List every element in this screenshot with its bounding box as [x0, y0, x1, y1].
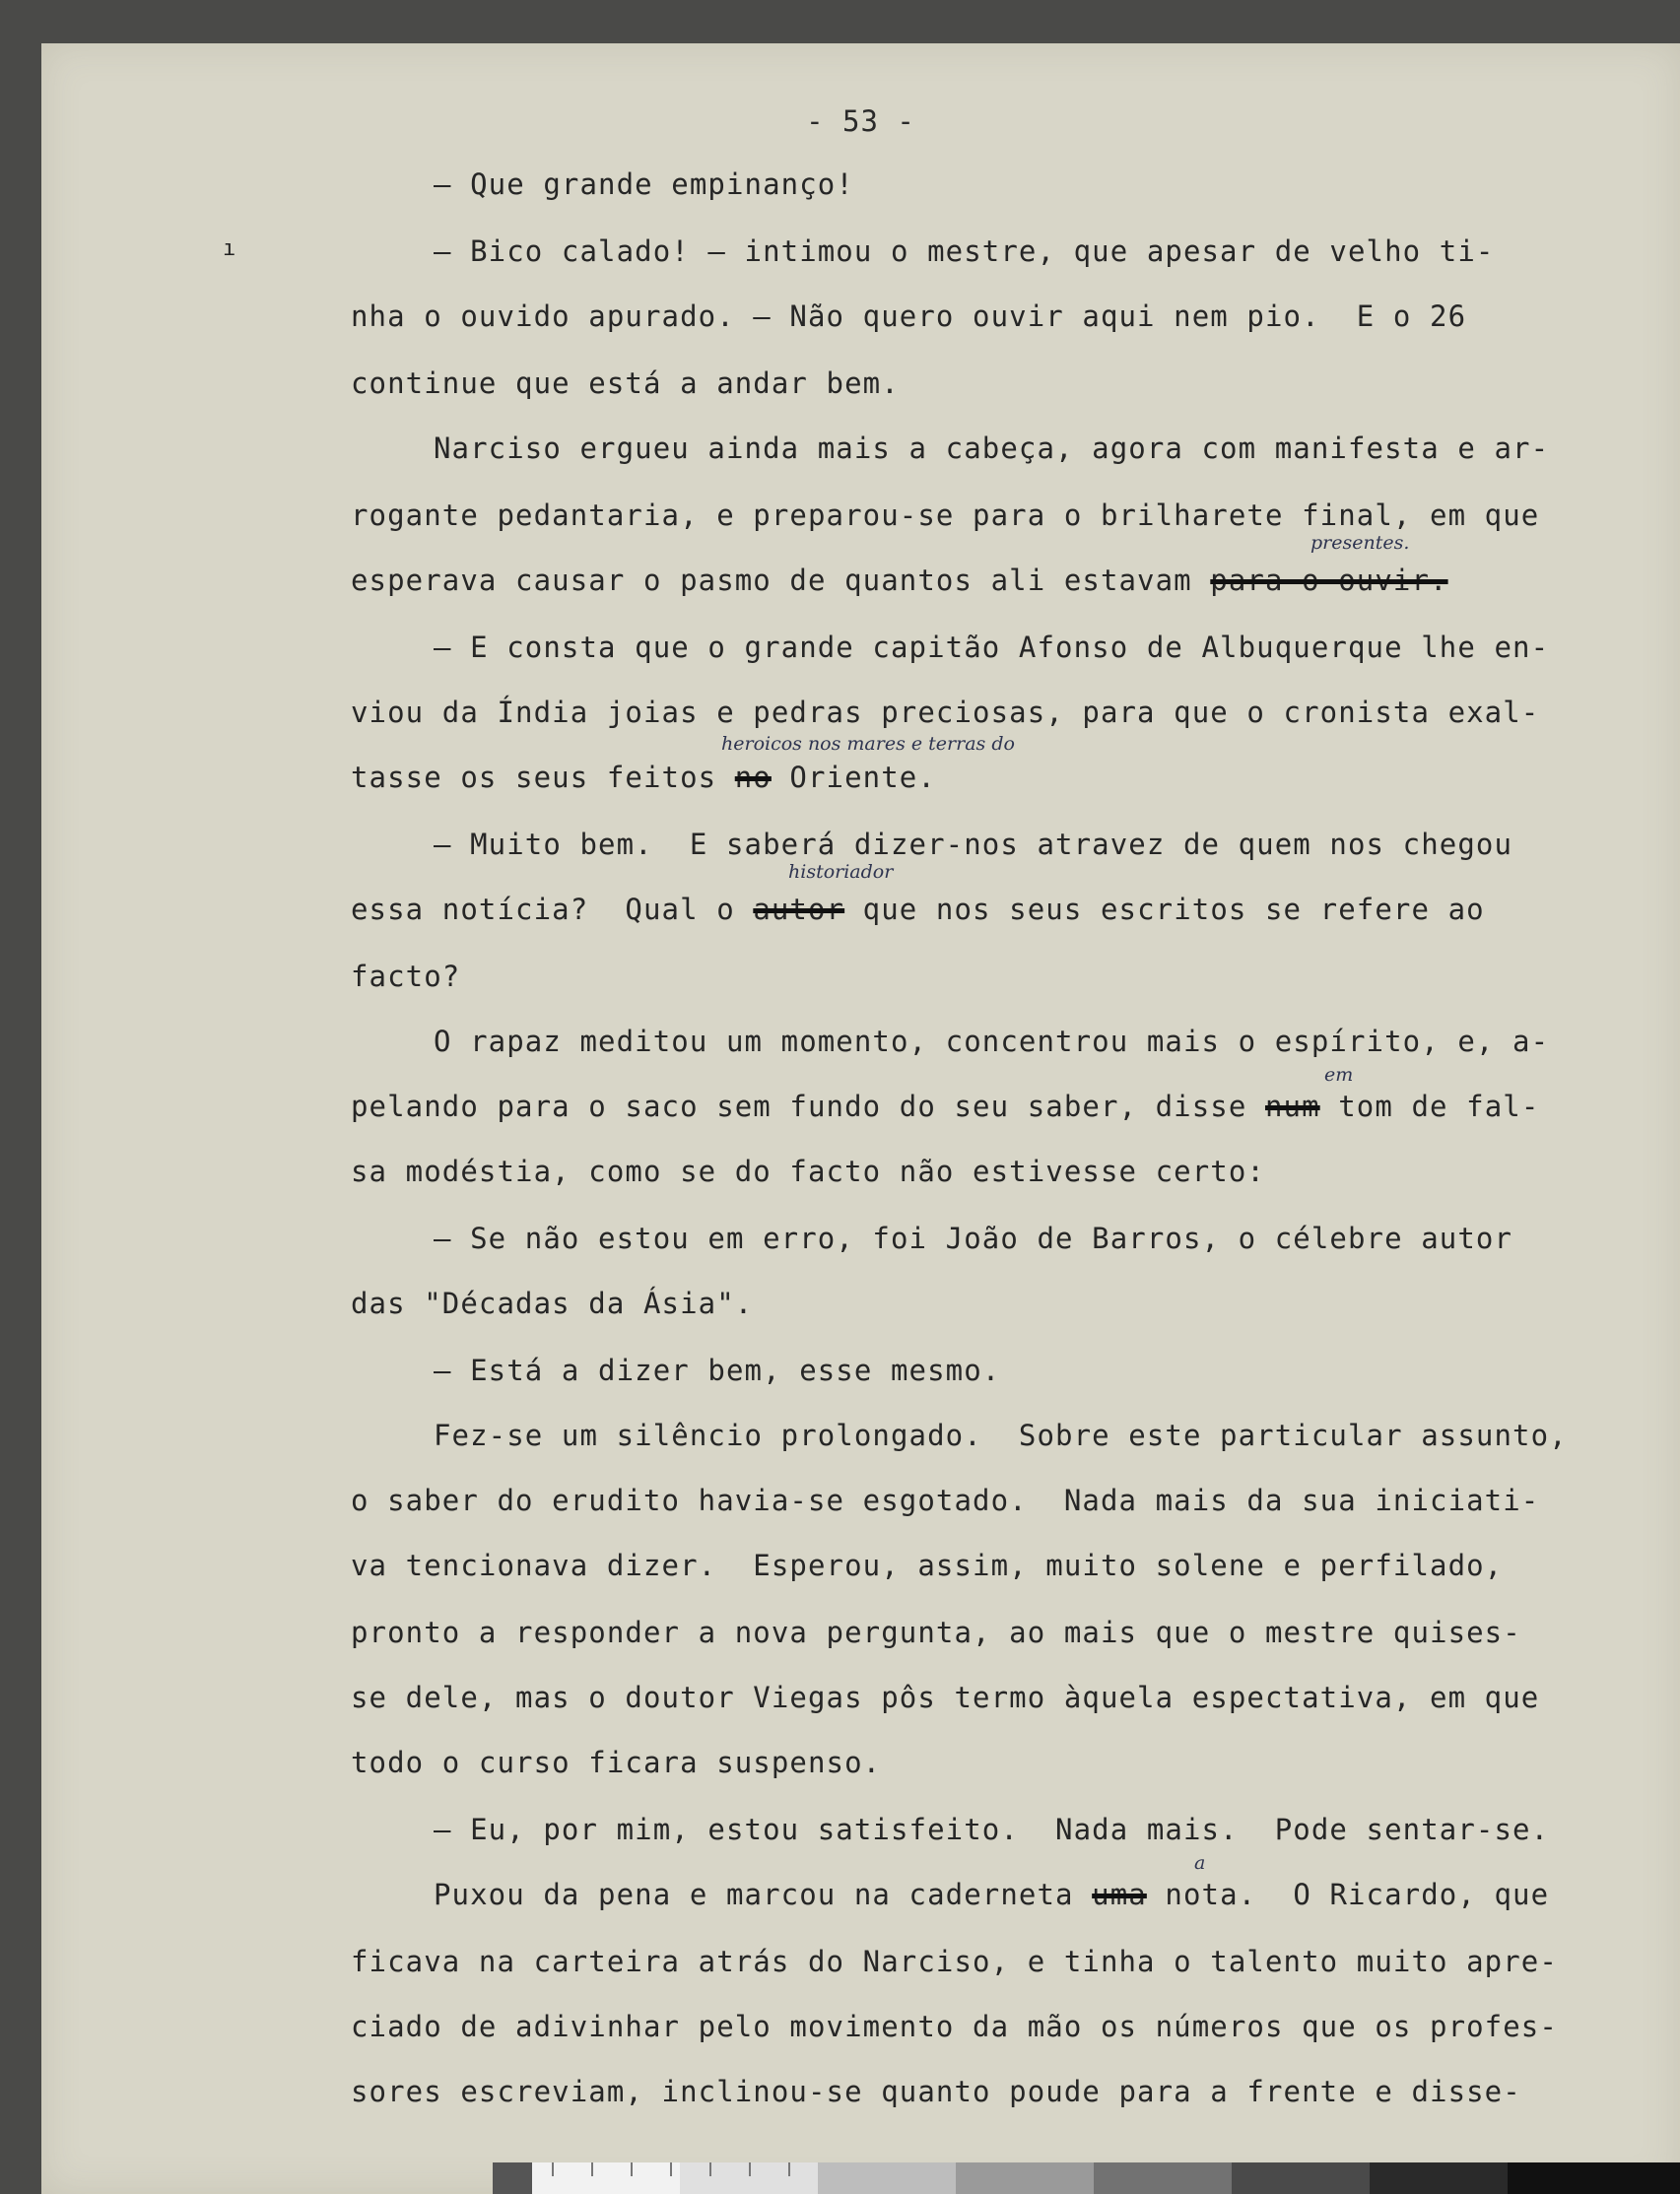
text-segment: que nos seus escritos se refere ao	[844, 893, 1485, 926]
margin-tick-mark: ı	[223, 236, 236, 261]
scale-segment	[1370, 2162, 1508, 2194]
text-line: continue que está a andar bem.	[351, 366, 900, 400]
struck-text: uma	[1092, 1878, 1147, 1911]
text-segment: esperava causar o pasmo de quantos ali estavam	[351, 564, 1211, 597]
text-line: — Que grande empinanço!	[434, 167, 854, 201]
scale-tick	[591, 2162, 593, 2176]
text-line: viou da Índia joias e pedras preciosas, para que o cronista exal-	[351, 696, 1540, 729]
scale-tick	[749, 2162, 751, 2176]
text-line: o saber do erudito havia-se esgotado. Nada mais da sua iniciati-	[351, 1484, 1540, 1517]
text-line	[351, 564, 1448, 597]
text-line: sa modéstia, como se do facto não estivesse certo:	[351, 1155, 1265, 1188]
text-segment: tom de fal-	[1319, 1090, 1540, 1123]
handwritten-insertion: presentes.	[1310, 532, 1410, 554]
text-line: — E consta que o grande capitão Afonso de Albuquerque lhe en-	[434, 631, 1550, 664]
text-line: ficava na carteira atrás do Narciso, e tinha o talento muito apre-	[351, 1945, 1558, 1978]
text-line: — Muito bem. E saberá dizer-nos atravez de quem nos chegou	[434, 828, 1513, 861]
struck-text: num	[1264, 1090, 1320, 1123]
scale-segment	[493, 2162, 532, 2194]
text-line: facto?	[351, 960, 461, 993]
text-segment: tasse os seus feitos	[351, 761, 735, 794]
text-line: nha o ouvido apurado. — Não quero ouvir aqui nem pio. E o 26	[351, 299, 1467, 333]
struck-text: autor	[753, 893, 845, 926]
scale-tick	[631, 2162, 633, 2176]
text-line: Narciso ergueu ainda mais a cabeça, agora com manifesta e ar-	[434, 432, 1550, 465]
handwritten-insertion: em	[1324, 1064, 1354, 1086]
scale-tick	[552, 2162, 554, 2176]
text-line: todo o curso ficara suspenso.	[351, 1746, 882, 1779]
struck-text: para o ouvir.	[1210, 564, 1448, 597]
text-line: — Eu, por mim, estou satisfeito. Nada mais. Pode sentar-se.	[434, 1813, 1550, 1846]
text-line: — Se não estou em erro, foi João de Barros, o célebre autor	[434, 1222, 1513, 1255]
struck-text: no	[734, 761, 772, 794]
scale-tick	[709, 2162, 711, 2176]
scale-segment	[1232, 2162, 1370, 2194]
text-segment: essa notícia? Qual o	[351, 893, 754, 926]
text-line	[351, 893, 1485, 926]
scale-segment	[818, 2162, 956, 2194]
scale-segment	[956, 2162, 1094, 2194]
text-line: ciado de adivinhar pelo movimento da mão os números que os profes-	[351, 2010, 1558, 2043]
text-line: rogante pedantaria, e preparou-se para o brilharete final, em que	[351, 499, 1540, 532]
handwritten-insertion: heroicos nos mares e terras do	[721, 733, 1015, 755]
text-segment: nota. O Ricardo, que	[1146, 1878, 1550, 1911]
page-number: - 53 -	[806, 104, 915, 138]
text-line: das "Décadas da Ásia".	[351, 1287, 754, 1320]
scale-segment	[532, 2162, 680, 2194]
text-line: O rapaz meditou um momento, concentrou mais o espírito, e, a-	[434, 1025, 1550, 1058]
text-line: sores escreviam, inclinou-se quanto poude para a frente e disse-	[351, 2075, 1521, 2108]
text-segment: Oriente.	[771, 761, 936, 794]
text-line	[351, 1090, 1539, 1123]
manuscript-page	[41, 43, 1680, 2194]
color-scale-bar	[493, 2162, 1680, 2194]
text-line: se dele, mas o doutor Viegas pôs termo àquela espectativa, em que	[351, 1681, 1540, 1714]
text-line: pronto a responder a nova pergunta, ao mais que o mestre quises-	[351, 1616, 1521, 1649]
text-line: — Está a dizer bem, esse mesmo.	[434, 1354, 1001, 1387]
scale-segment	[1094, 2162, 1232, 2194]
text-line: va tencionava dizer. Esperou, assim, muito solene e perfilado,	[351, 1549, 1504, 1582]
text-line	[434, 1878, 1549, 1911]
text-line: — Bico calado! — intimou o mestre, que apesar de velho ti-	[434, 234, 1495, 268]
text-segment: Puxou da pena e marcou na caderneta	[434, 1878, 1093, 1911]
scale-tick	[788, 2162, 790, 2176]
scale-segment	[1508, 2162, 1680, 2194]
handwritten-insertion: historiador	[788, 861, 894, 883]
text-line: Fez-se um silêncio prolongado. Sobre este particular assunto,	[434, 1419, 1568, 1452]
scale-tick	[670, 2162, 672, 2176]
handwritten-insertion: a	[1194, 1852, 1206, 1874]
text-segment: pelando para o saco sem fundo do seu saber, disse	[351, 1090, 1265, 1123]
text-line	[351, 761, 936, 794]
